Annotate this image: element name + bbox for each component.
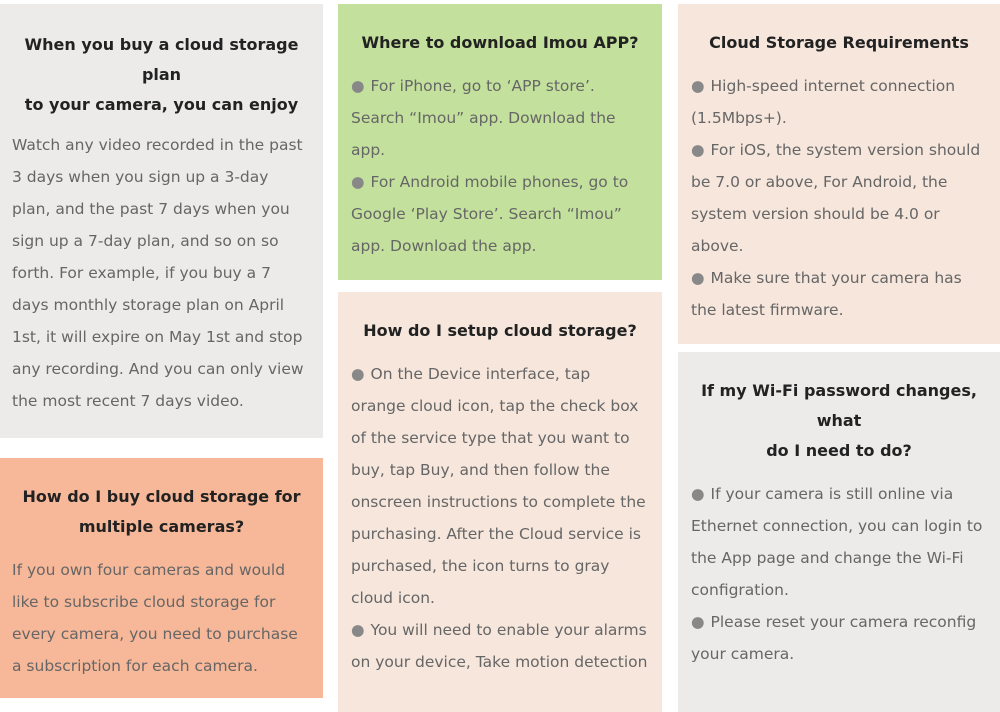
bullet-icon: ● [691,269,705,287]
card-body: Watch any video recorded in the past 3 days when you sign up a 3-day plan, and the past 7 days when you sign up a 7-day plan, and so on so forth. For example, if you buy a 7 days monthly storage plan on April 1st, it will expire on May 1st and stop any recording. And you can only view the most recent 7 days video. [12,136,304,410]
bullet-icon: ● [351,365,365,383]
list-item: ● For Android mobile phones, go to Google ‘Play Store’. Search “Imou” app. Download the app. [351,173,629,255]
list-item: ● High-speed internet connection (1.5Mbps+). [691,77,956,127]
bullet-icon: ● [691,613,705,631]
list-item: ● On the Device interface, tap orange cloud icon, tap the check box of the service type that you want to buy, tap Buy, and then follow the onscreen instructions to complete the purchasing. After the Cloud service is purchased, the icon turns to gray cloud icon. [351,365,646,607]
bullet-icon: ● [351,621,365,639]
faq-card-requirements [678,4,1000,344]
bullet-icon: ● [691,141,705,159]
card-title: When you buy a cloud storage plan to your camera, you can enjoy [24,35,299,114]
faq-card-enjoy [0,4,323,438]
card-title: Where to download Imou APP? [361,33,639,52]
list-item: ● For iOS, the system version should be 7.0 or above, For Android, the system version should be 4.0 or above. [691,141,981,255]
faq-card-setup [338,292,662,712]
faq-card-download-app [338,4,662,280]
bullet-icon: ● [351,173,365,191]
card-body: If you own four cameras and would like to subscribe cloud storage for every camera, you need to purchase a subscription for each camera. [12,561,298,675]
card-title: How do I setup cloud storage? [363,321,637,340]
list-item: ● Make sure that your camera has the latest firmware. [691,269,962,319]
list-item: ● Please reset your camera reconfig your camera. [691,613,977,663]
card-title: If my Wi-Fi password changes, what do I need to do? [701,381,977,460]
list-item: ● You will need to enable your alarms on your device, Take motion detection [351,621,648,671]
faq-card-multiple-cameras [0,458,323,698]
faq-card-wifi-password [678,352,1000,712]
card-title: How do I buy cloud storage for multiple cameras? [22,487,301,536]
bullet-icon: ● [691,77,705,95]
bullet-icon: ● [351,77,365,95]
card-title: Cloud Storage Requirements [709,33,969,52]
list-item: ● For iPhone, go to ‘APP store’. Search “Imou” app. Download the app. [351,77,616,159]
bullet-icon: ● [691,485,705,503]
list-item: ● If your camera is still online via Ethernet connection, you can login to the App page and change the Wi-Fi configration. [691,485,983,599]
